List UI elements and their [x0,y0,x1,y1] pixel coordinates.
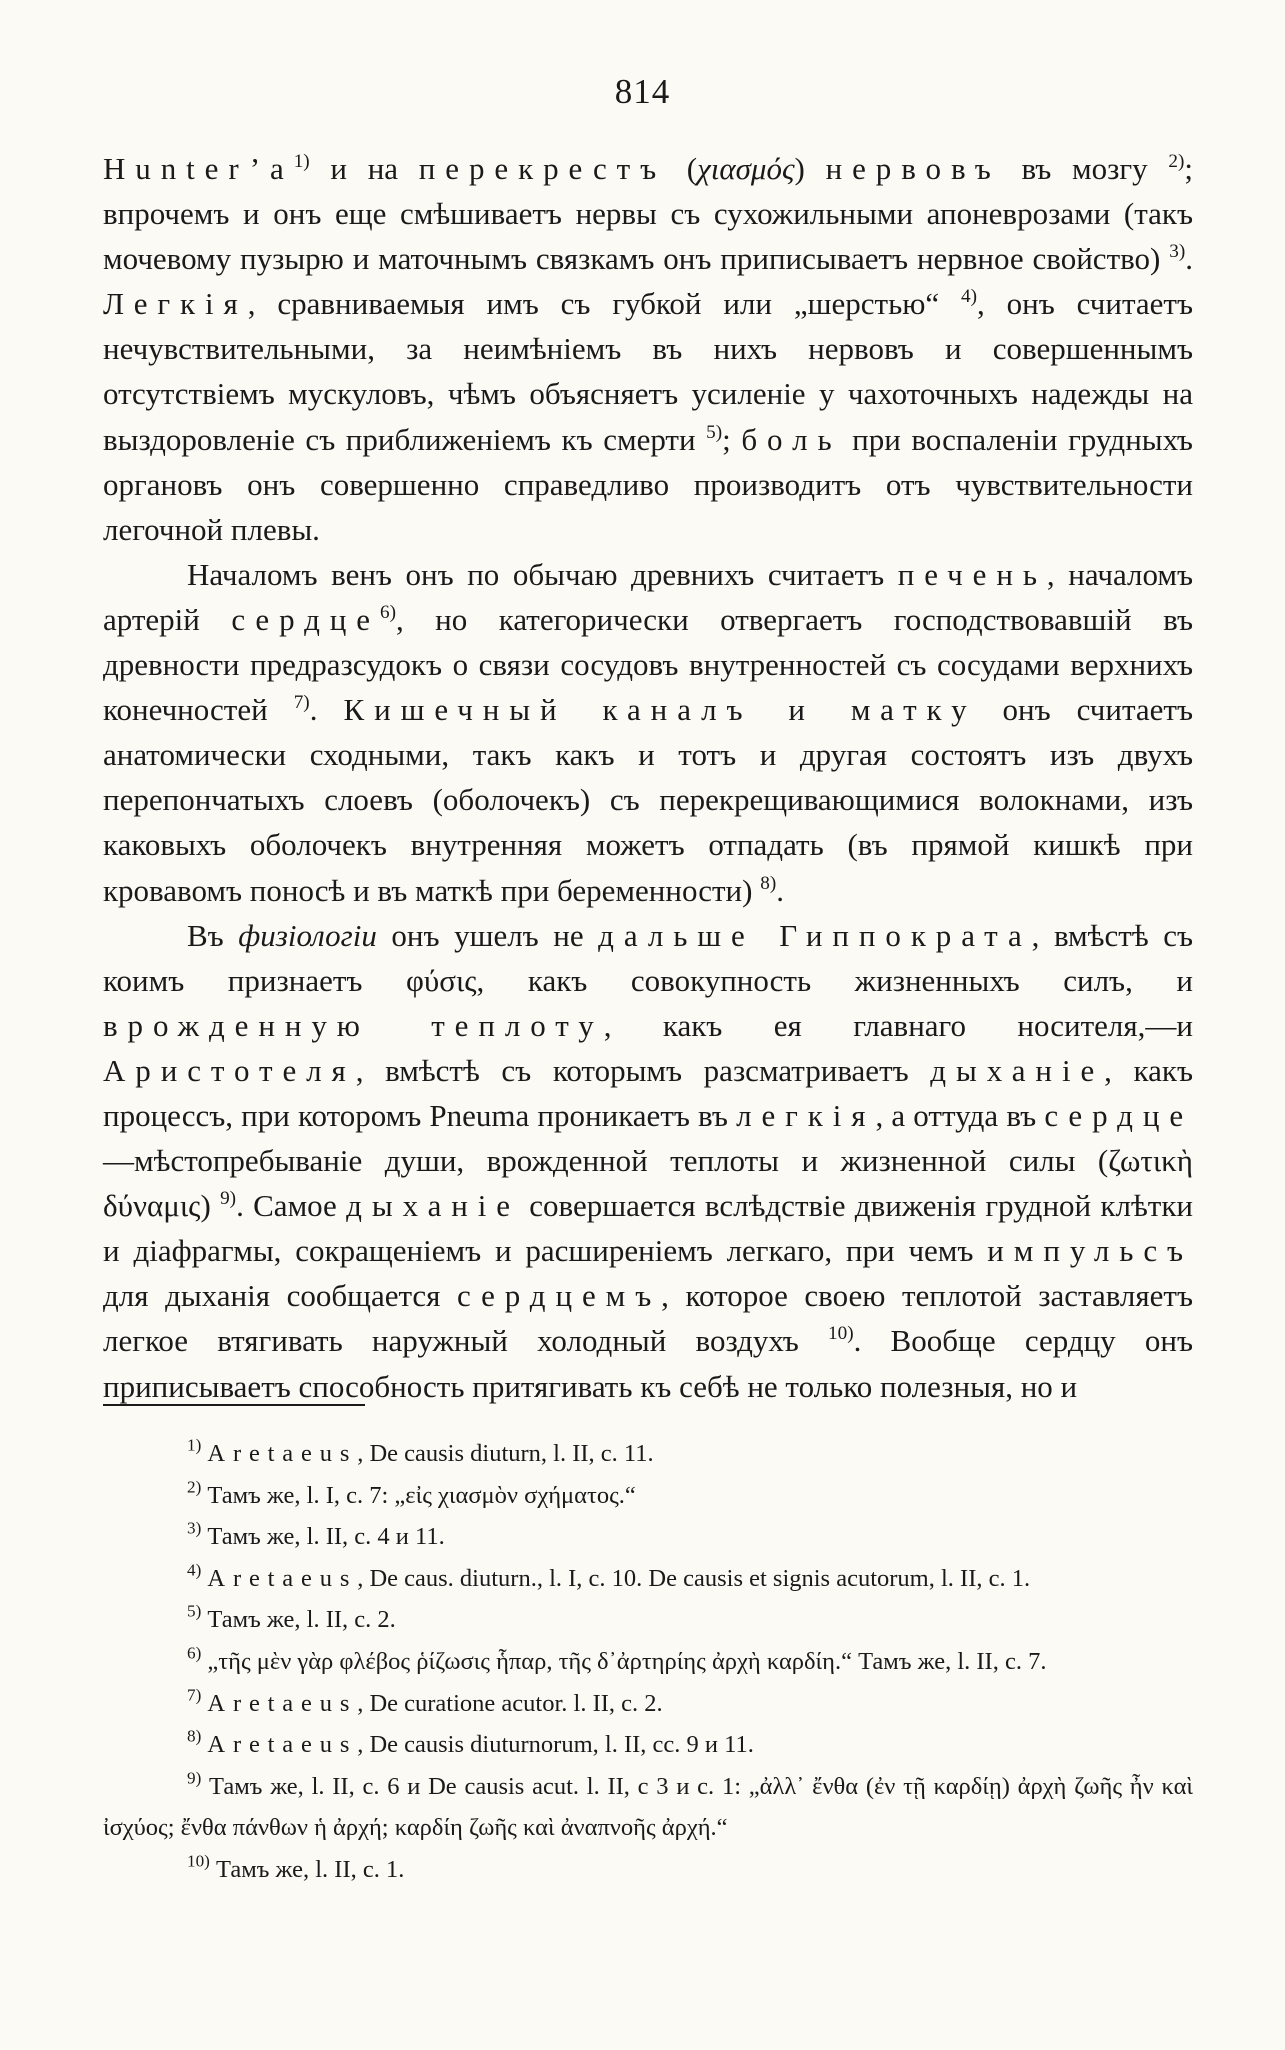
footnote-ref: 3) [1169,241,1186,263]
footnote [103,1766,1193,1849]
page-number: 814 [614,72,671,111]
footnote-ref: 8) [187,1726,202,1746]
footnote-ref: 6) [379,602,396,624]
text-run: Тамъ же, l. II, c. 6 и De causis acut. l. II, c 3 и c. 1: „ἀλλ᾽ ἔνθα (ἐν τῇ καρδίῃ) ἀρχὴ ζωῆς ἦν καὶ ἰσχύος; ἔνθα πάνθων ἡ ἀρχή; καρδίη ζωῆς καὶ ἀναπνοῆς ἀρχή.“ [103,1772,1193,1842]
text-run: и на [309,151,419,186]
footnote [103,1516,1193,1558]
footnote-separator [103,1404,365,1406]
footnote [103,1558,1193,1600]
footnote-ref: 3) [187,1518,202,1538]
text-run: , какъ ея главнаго носителя,—и [603,1007,1193,1043]
text-run: . Самое [236,1188,347,1224]
text-run: „τῆς μὲν γὰρ φλέβος ῥίζωσις ἧπαρ, τῆς δ᾽ἀρτηρίης ἀρχὴ καρδίη.“ Тамъ же, l. II, c. 7. [201,1647,1047,1675]
spaced-emphasis: импульсъ [987,1233,1193,1269]
spaced-emphasis: Aretaeus [207,1440,358,1467]
text-run: , началомъ артерій [103,556,1193,637]
footnote [103,1641,1193,1683]
text-run: —мѣстопребываніе души, врожденной теплоты и жизненной силы (ζωτικὴ δύναμις) [103,1143,1193,1224]
spaced-emphasis: врожденную теплоту [103,1007,604,1043]
text-run: Началомъ венъ онъ по обычаю древнихъ считаетъ [187,556,898,592]
text-run: , вмѣстѣ съ которымъ разсматриваетъ [355,1052,931,1088]
paragraph [103,552,1193,913]
text-run: . [309,692,344,728]
spaced-emphasis: Aretaeus [207,1564,358,1592]
text-run: Тамъ же, l. II, c. 4 и 11. [201,1523,445,1551]
spaced-emphasis: сердцемъ [457,1278,662,1314]
footnote-ref: 5) [706,421,723,443]
text-run: онъ считаетъ анатомически сходными, такъ какъ и тотъ и другая состоятъ изъ двухъ перепончатыхъ слоевъ (оболочекъ) съ перекрещивающимися волокнами, изъ каковыхъ оболочекъ внутренняя можетъ отпадать (въ прямой кишкѣ при кровавомъ поносѣ и въ маткѣ при беременности) [103,692,1193,908]
text-run: онъ ушелъ не [376,917,599,953]
footnote-ref: 6) [187,1643,202,1663]
footnote [103,1849,1193,1891]
spaced-emphasis: Аристотеля [103,1052,356,1088]
footnote-ref: 10) [187,1851,210,1871]
footnote [103,1599,1193,1641]
spaced-emphasis: Aretaeus [207,1731,358,1759]
text-run: ) [794,151,826,186]
text-run: . Вообще сердцу онъ приписываетъ способность притягивать къ себѣ не только полезныя, но и [103,1323,1193,1404]
footnote-ref: 10) [827,1323,854,1345]
spaced-emphasis: перекрестъ [418,151,667,186]
text-run: . [1185,241,1193,277]
footnote-ref: 5) [187,1601,202,1621]
spaced-emphasis: дыханіе [930,1052,1105,1088]
footnote [103,1475,1193,1517]
text-run: , онъ считаетъ нечувствительными, за неимѣніемъ въ нихъ нервовъ и совершеннымъ отсутствіемъ мускуловъ, чѣмъ объясняетъ усиленіе у чахоточныхъ надежды на выздоровленіе съ приближеніемъ къ смерти [103,286,1193,457]
spaced-emphasis: дальше Гиппократа [598,917,1032,953]
spaced-emphasis: Hunter’a [103,151,294,186]
footnote-ref: 2) [187,1476,202,1496]
text-run: Тамъ же, l. II, c. 1. [209,1855,405,1883]
spaced-emphasis: дыханіе [346,1188,520,1224]
text-run: . [776,872,784,908]
footnote-ref: 4) [187,1560,202,1580]
footnote [103,1683,1193,1725]
text-run: , а оттуда въ [875,1097,1045,1133]
text-run: Въ [187,917,239,953]
spaced-emphasis: легкія [736,1097,876,1133]
footnote-ref: 9) [187,1768,202,1788]
text-run: , вмѣстѣ съ коимъ признаетъ φύσις, какъ совокупность жизненныхъ силъ, и [103,917,1193,998]
footnote-ref: 2) [1168,151,1185,173]
text-run: ; [722,421,742,457]
spaced-emphasis: Кишечный каналъ и матку [343,692,977,728]
footnote-ref: 7) [293,692,310,714]
spaced-emphasis: сердце [1044,1097,1194,1133]
paragraph [103,146,1193,552]
footnote [103,1433,1193,1475]
text-run: , сравниваемыя имъ съ губкой или „шерстью“ [247,286,962,322]
main-text [103,146,1193,1409]
text-run: Тамъ же, l. II, c. 2. [201,1606,396,1634]
spaced-emphasis: Aretaeus [207,1689,358,1717]
text-run: ( [666,151,698,186]
text-run: совершается вслѣдствіе движенія грудной клѣтки и діафрагмы, сокращеніемъ и расширеніемъ легкаго, при чемъ [103,1188,1193,1269]
footnote-ref: 7) [187,1684,202,1704]
italic-term: физіологіи [238,917,377,953]
text-run: ; впрочемъ и онъ еще смѣшиваетъ нервы съ сухожильными апоневрозами (такъ мочевому пузырю и маточнымъ связкамъ онъ приписываетъ нервное свойство) [103,151,1193,277]
text-run: въ мозгу [1000,151,1169,186]
text-run: , De causis diuturn, l. II, c. 11. [357,1440,654,1467]
spaced-emphasis: печень [897,556,1047,592]
footnote-ref: 1) [293,151,310,173]
text-run: , которое своею теплотой заставляетъ легкое втягивать наружный холодный воздухъ [103,1278,1194,1359]
footnote [103,1724,1193,1766]
paragraph [103,913,1193,1409]
text-run: Тамъ же, l. I, c. 7: „εἰς χιασμὸν σχήματος.“ [201,1481,636,1509]
spaced-emphasis: боль [741,421,842,457]
italic-term: χιασμός [697,151,795,186]
footnotes [103,1433,1193,1891]
text-run: , De curatione acutor. l. II, c. 2. [357,1689,663,1717]
footnote-ref: 9) [220,1188,237,1210]
text-run: при воспаленіи грудныхъ органовъ онъ совершенно справедливо производитъ отъ чувствительности легочной плевы. [103,421,1193,547]
text-run: , какъ процессъ, при которомъ Pneuma проникаетъ въ [103,1052,1193,1133]
spaced-emphasis: нервовъ [825,151,1001,186]
footnote-ref: 8) [760,872,777,894]
text-run: , но категорически отвергаетъ господствовавшій въ древности предразсудокъ о связи сосудовъ внутренностей съ сосудами верхнихъ конечностей [103,601,1193,728]
spaced-emphasis: Легкія [103,286,248,322]
footnote-ref: 1) [187,1435,202,1455]
text-run: для дыханія сообщается [103,1278,458,1314]
text-run: , De causis diuturnorum, l. II, cc. 9 и 11. [357,1731,754,1759]
text-run: , De caus. diuturn., l. I, c. 10. De causis et signis acutorum, l. II, c. 1. [357,1564,1031,1592]
spaced-emphasis: сердце [231,601,380,637]
footnote-ref: 4) [961,286,978,308]
